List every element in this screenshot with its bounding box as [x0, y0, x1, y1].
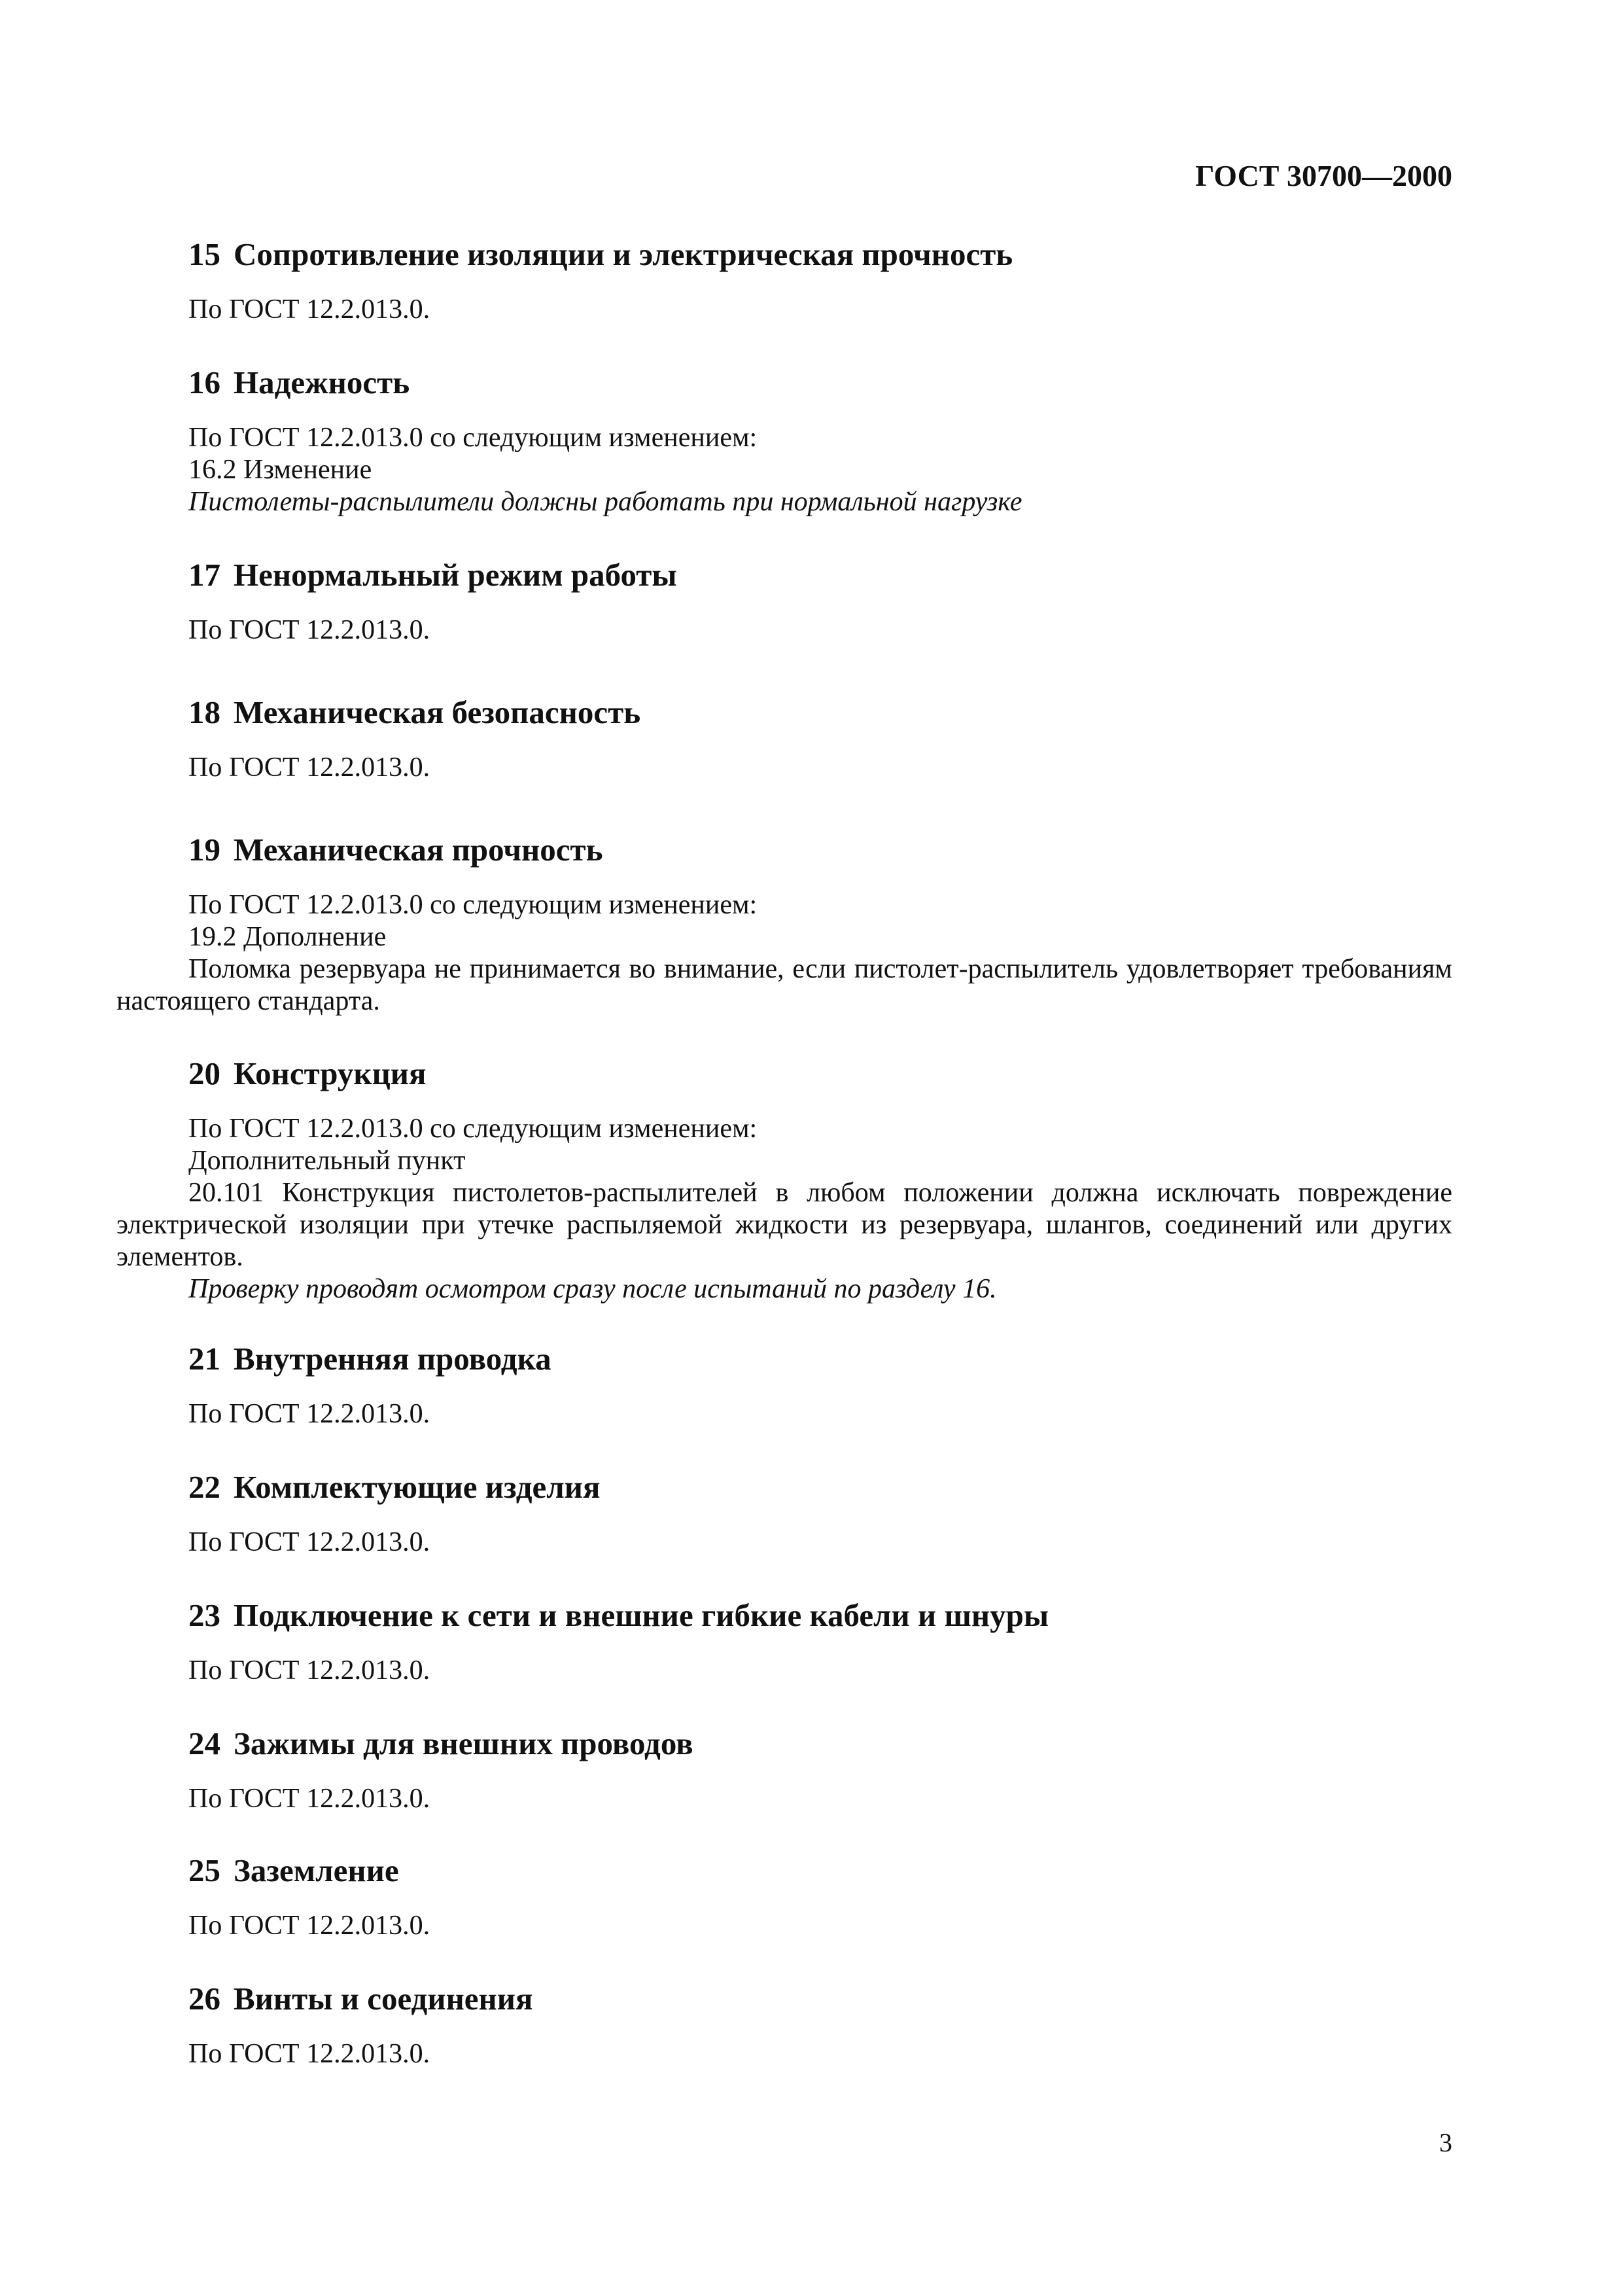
section-body	[116, 1398, 1452, 1430]
paragraph: Поломка резервуара не принимается во внимание, если пистолет-распылитель удовлетворяет требованиям настоящего стандарта.	[116, 953, 1452, 1016]
section-body	[116, 1655, 1452, 1687]
paragraph: По ГОСТ 12.2.013.0.	[188, 2038, 430, 2069]
paragraph: По ГОСТ 12.2.013.0.	[188, 614, 430, 645]
paragraph: По ГОСТ 12.2.013.0.	[188, 752, 430, 783]
section-21	[116, 1340, 1452, 1430]
paragraph: По ГОСТ 12.2.013.0.	[188, 1655, 430, 1686]
document-code: ГОСТ 30700—2000	[1195, 159, 1452, 192]
section-body	[116, 1113, 1452, 1305]
section-20	[116, 1055, 1452, 1305]
section-title: Подключение к сети и внешние гибкие кабели и шнуры	[234, 1597, 1049, 1633]
section-title: Механическая прочность	[234, 832, 603, 868]
section-18	[116, 694, 1452, 784]
section-heading	[188, 1980, 1452, 2019]
paragraph: По ГОСТ 12.2.013.0.	[188, 1527, 430, 1557]
italic-paragraph: Проверку проводят осмотром сразу после испытаний по разделу 16.	[188, 1273, 997, 1304]
section-16	[116, 364, 1452, 518]
section-25	[116, 1852, 1452, 1942]
section-heading	[188, 236, 1452, 274]
section-number: 20	[188, 1055, 220, 1091]
section-body	[116, 889, 1452, 1017]
section-heading	[188, 1725, 1452, 1763]
section-15	[116, 236, 1452, 326]
section-body	[116, 614, 1452, 646]
section-number: 24	[188, 1725, 220, 1761]
subclause-heading: 16.2 Изменение	[188, 454, 372, 485]
section-heading	[188, 1597, 1452, 1635]
paragraph: По ГОСТ 12.2.013.0.	[188, 294, 430, 325]
paragraph: По ГОСТ 12.2.013.0.	[188, 1398, 430, 1429]
section-heading	[188, 694, 1452, 732]
section-body	[116, 1910, 1452, 1942]
subclause-heading: 19.2 Дополнение	[188, 921, 387, 952]
paragraph: 20.101 Конструкция пистолетов-распылителей в любом положении должна исключать повреждение электрической изоляции при утечке распыляемой жидкости из резервуара, шлангов, соединений или других элементов.	[116, 1177, 1452, 1272]
section-title: Механическая безопасность	[234, 694, 641, 730]
section-17	[116, 556, 1452, 646]
section-body	[116, 294, 1452, 326]
section-number: 16	[188, 364, 220, 400]
italic-paragraph: Пистолеты-распылители должны работать при нормальной нагрузке	[188, 486, 1022, 517]
section-title: Сопротивление изоляции и электрическая прочность	[234, 236, 1013, 272]
section-number: 22	[188, 1469, 220, 1505]
section-heading	[188, 1852, 1452, 1890]
section-title: Заземление	[234, 1852, 399, 1888]
section-body	[116, 1783, 1452, 1815]
page-number: 3	[1439, 2128, 1452, 2157]
section-title: Зажимы для внешних проводов	[234, 1725, 693, 1761]
section-title: Ненормальный режим работы	[234, 557, 677, 593]
section-title: Конструкция	[234, 1055, 427, 1091]
section-body	[116, 2038, 1452, 2070]
section-heading	[188, 831, 1452, 870]
section-23	[116, 1597, 1452, 1687]
section-heading	[188, 364, 1452, 402]
paragraph: По ГОСТ 12.2.013.0 со следующим изменением:	[188, 1113, 758, 1144]
section-number: 25	[188, 1852, 220, 1888]
section-number: 15	[188, 236, 220, 272]
section-heading	[188, 1055, 1452, 1093]
section-number: 23	[188, 1597, 220, 1633]
section-number: 19	[188, 832, 220, 868]
section-heading	[188, 1468, 1452, 1507]
section-title: Комплектующие изделия	[234, 1469, 601, 1505]
paragraph: По ГОСТ 12.2.013.0.	[188, 1910, 430, 1941]
section-body	[116, 422, 1452, 518]
paragraph: По ГОСТ 12.2.013.0 со следующим изменением:	[188, 422, 758, 453]
section-number: 26	[188, 1981, 220, 2017]
section-title: Винты и соединения	[234, 1981, 533, 2017]
section-22	[116, 1468, 1452, 1559]
section-heading	[188, 556, 1452, 595]
subclause-heading: Дополнительный пункт	[188, 1145, 466, 1176]
section-heading	[188, 1340, 1452, 1379]
section-number: 17	[188, 557, 220, 593]
paragraph: По ГОСТ 12.2.013.0 со следующим изменением:	[188, 889, 758, 920]
section-body	[116, 752, 1452, 784]
section-body	[116, 1527, 1452, 1559]
section-title: Внутренняя проводка	[234, 1341, 551, 1377]
section-24	[116, 1725, 1452, 1815]
section-26	[116, 1980, 1452, 2070]
paragraph: По ГОСТ 12.2.013.0.	[188, 1783, 430, 1814]
section-number: 18	[188, 694, 220, 730]
section-title: Надежность	[234, 364, 410, 400]
section-number: 21	[188, 1341, 220, 1377]
section-19	[116, 831, 1452, 1017]
